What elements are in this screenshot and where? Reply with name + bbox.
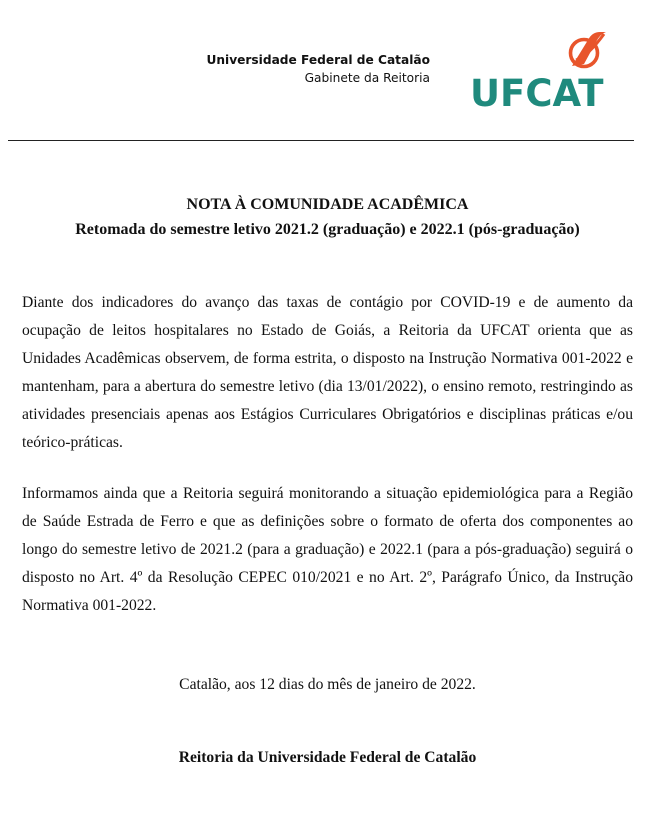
logo-wordmark: UFCAT (470, 72, 604, 115)
body-paragraph-1: Diante dos indicadores do avanço das taxas de contágio por COVID-19 e de aumento da ocupação de leitos hospitalares no Estado de Goiás, a Reitoria da UFCAT orienta que as Unidades Acadêmicas observem, de forma estrita, o disposto na Instrução Normativa 001-2022 e mantenham, para a abertura do semestre letivo (dia 13/01/2022), o ensino remoto, restringindo as atividades presenciais apenas aos Estágios Curriculares Obrigatórios e disciplinas práticas e/ou teórico-práticas. (22, 294, 633, 451)
ufcat-logo (470, 26, 615, 121)
logo-mark-icon (566, 26, 612, 76)
date-line: Catalão, aos 12 dias do mês de janeiro de 2022. (179, 676, 476, 693)
header-divider (8, 140, 634, 141)
document-subtitle: Retomada do semestre letivo 2021.2 (graduação) e 2022.1 (pós-graduação) (75, 221, 580, 238)
letterhead-text (206, 52, 430, 87)
document-title: NOTA À COMUNIDADE ACADÊMICA (186, 196, 469, 213)
office-name: Gabinete da Reitoria (304, 71, 430, 85)
signature-line: Reitoria da Universidade Federal de Catalão (178, 749, 477, 766)
body-paragraph-2: Informamos ainda que a Reitoria seguirá monitorando a situação epidemiológica para a Região de Saúde Estrada de Ferro e que as definições sobre o formato de oferta dos componentes ao longo do semestre letivo de 2021.2 (para a graduação) e 2022.1 (para a pós-graduação) seguirá o disposto no Art. 4º da Resolução CEPEC 010/2021 e no Art. 2º, Parágrafo Único, da Instrução Normativa 001-2022. (22, 485, 633, 614)
institution-name: Universidade Federal de Catalão (206, 53, 430, 67)
